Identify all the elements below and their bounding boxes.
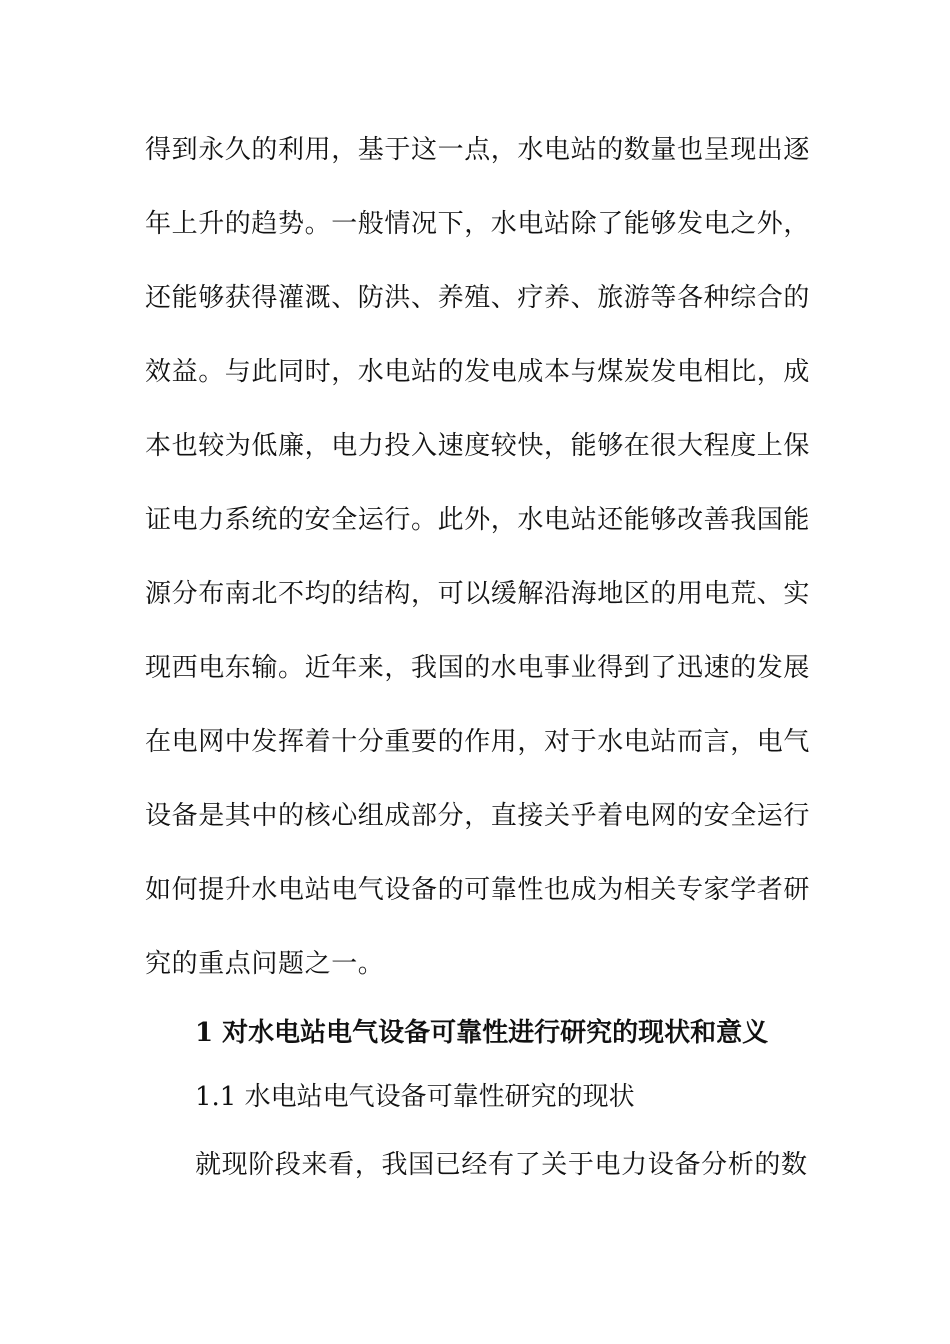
- paragraph-first-line: 就现阶段来看，我国已经有了关于电力设备分析的数: [195, 1150, 807, 1180]
- body-text-line: 设备是其中的核心组成部分，直接关乎着电网的安全运行: [145, 801, 811, 831]
- body-text-line: 本也较为低廉，电力投入速度较快，能够在很大程度上保: [145, 431, 811, 461]
- body-text-line: 还能够获得灌溉、防洪、养殖、疗养、旅游等各种综合的: [145, 283, 811, 313]
- body-text-line: 如何提升水电站电气设备的可靠性也成为相关专家学者研: [145, 875, 811, 905]
- subsection-heading: 1.1 水电站电气设备可靠性研究的现状: [195, 1082, 635, 1112]
- body-text-line: 得到永久的利用，基于这一点，水电站的数量也呈现出逐: [145, 135, 811, 165]
- body-text-line: 年上升的趋势。一般情况下，水电站除了能够发电之外，: [145, 209, 811, 239]
- body-text-line: 效益。与此同时，水电站的发电成本与煤炭发电相比，成: [145, 357, 811, 387]
- body-text-line: 现西电东输。近年来，我国的水电事业得到了迅速的发展: [145, 653, 811, 683]
- body-text-line: 源分布南北不均的结构，可以缓解沿海地区的用电荒、实: [145, 579, 811, 609]
- body-text-line: 在电网中发挥着十分重要的作用，对于水电站而言，电气: [145, 727, 811, 757]
- section-heading: 1 对水电站电气设备可靠性进行研究的现状和意义: [195, 1018, 769, 1048]
- body-text-line: 证电力系统的安全运行。此外，水电站还能够改善我国能: [145, 505, 811, 535]
- body-text-line: 究的重点问题之一。: [145, 949, 385, 979]
